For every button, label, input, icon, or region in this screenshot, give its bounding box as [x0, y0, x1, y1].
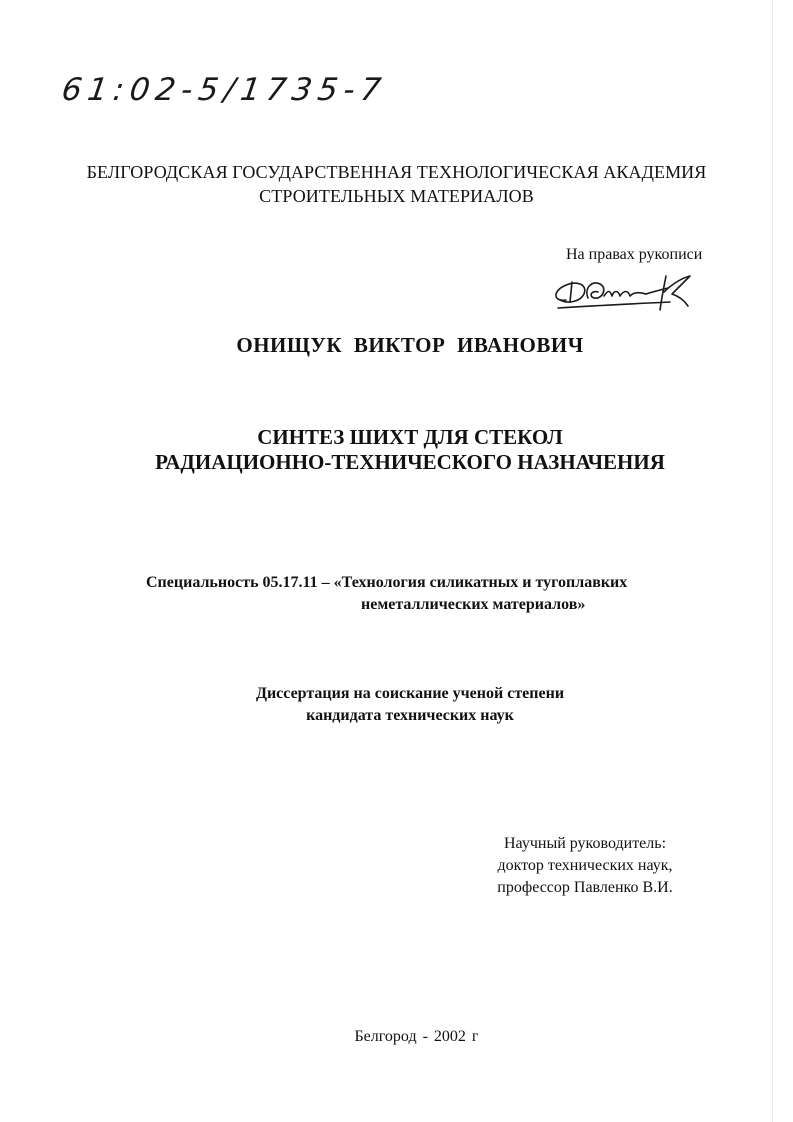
- title-line-1: СИНТЕЗ ШИХТ ДЛЯ СТЕКОЛ: [257, 425, 563, 449]
- scientific-supervisor: [460, 833, 710, 899]
- specialty-line-2: неметаллических материалов»: [361, 596, 586, 613]
- city-and-year: Белгород - 2002 г: [354, 1028, 479, 1045]
- institution-name: [0, 160, 793, 208]
- handwritten-catalog-number: 61:02-5/1735-7: [59, 72, 390, 108]
- degree-line-1: Диссертация на соискание ученой степени: [255, 685, 565, 702]
- degree-statement: [0, 683, 793, 727]
- specialty-line-1: Специальность 05.17.11 – «Технология силикатных и тугоплавких: [146, 574, 628, 591]
- dissertation-title: [0, 425, 793, 475]
- supervisor-line-2: доктор технических наук,: [497, 857, 673, 874]
- supervisor-line-3: профессор Павленко В.И.: [497, 879, 673, 896]
- institution-line-2: СТРОИТЕЛЬНЫХ МАТЕРИАЛОВ: [259, 186, 534, 206]
- signature-image: [548, 262, 708, 318]
- degree-line-2: кандидата технических наук: [306, 707, 514, 724]
- author-name: ОНИЩУК ВИКТОР ИВАНОВИЧ: [236, 333, 584, 357]
- institution-line-1: БЕЛГОРОДСКАЯ ГОСУДАРСТВЕННАЯ ТЕХНОЛОГИЧЕСКАЯ АКАДЕМИЯ: [86, 162, 707, 182]
- title-line-2: РАДИАЦИОННО-ТЕХНИЧЕСКОГО НАЗНАЧЕНИЯ: [155, 450, 665, 474]
- supervisor-line-1: Научный руководитель:: [503, 835, 667, 852]
- manuscript-rights-note: На правах рукописи: [566, 246, 703, 263]
